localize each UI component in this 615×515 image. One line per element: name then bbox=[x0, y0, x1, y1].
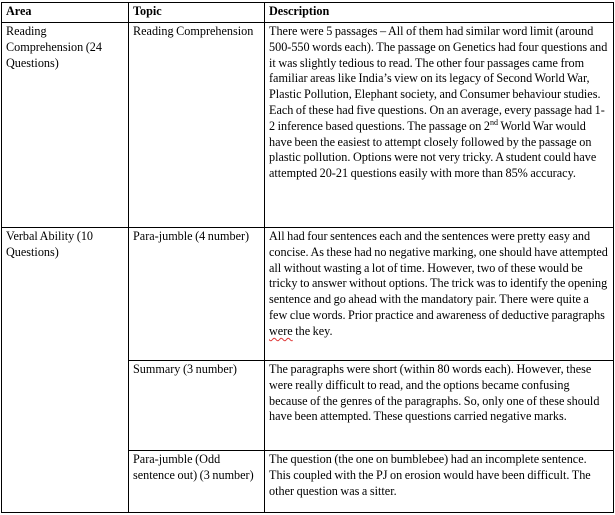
analysis-table bbox=[1, 2, 614, 513]
description-cell: The paragraphs were short (within 80 words each). However, these were really difficult to read, and the options became confusing because of the genres of the paragraphs. So, only one of these should have been attempted. These questions carried negative marks. bbox=[265, 361, 614, 451]
table-row bbox=[2, 23, 614, 228]
header-area: Area bbox=[2, 3, 129, 23]
description-cell bbox=[265, 23, 614, 228]
description-cell: The question (the one on bumblebee) had an incomplete sentence. This coupled with the PJ on erosion would have been difficult. The other question was a sitter. bbox=[265, 451, 614, 513]
area-cell: Reading Comprehension (24 Questions) bbox=[2, 23, 129, 228]
spellcheck-word: were bbox=[269, 323, 293, 338]
description-text: All had four sentences each and the sentences were pretty easy and concise. As these had no negative marking, one should have attempted all without wasting a lot of time. However, two of these would be tricky to answer without options. The trick was to identify the opening sentence and go ahead with the mandatory pair. There were quite a few clue words. Prior practice and awareness of deductive paragraphs bbox=[269, 229, 608, 322]
area-cell: Verbal Ability (10 Questions) bbox=[2, 228, 129, 513]
header-row bbox=[2, 3, 614, 23]
header-description: Description bbox=[265, 3, 614, 23]
description-text: World War would have been the easiest to attempt closely followed by the passage on plastic pollution. Options were not very tricky. A student could have attempted 20-21 questions easily with more than 85% accuracy. bbox=[269, 118, 597, 181]
topic-cell: Summary (3 number) bbox=[129, 361, 265, 451]
description-text: the key. bbox=[292, 323, 333, 338]
topic-cell: Reading Comprehension bbox=[129, 23, 265, 228]
topic-cell: Para-jumble (Odd sentence out) (3 number) bbox=[129, 451, 265, 513]
table-row bbox=[2, 228, 614, 361]
superscript-text: nd bbox=[490, 117, 498, 127]
topic-cell: Para-jumble (4 number) bbox=[129, 228, 265, 361]
description-text: There were 5 passages – All of them had similar word limit (around 500-550 words each). The passage on Genetics had four questions and it was slightly tedious to read. The other four passages came from familiar areas like India’s view on its legacy of Second World War, Plastic Pollution, Elephant society, and Consumer behaviour studies. Each of these had five questions. On an average, every passage had 1-2 inference based questions. The passage on 2 bbox=[269, 24, 608, 133]
description-cell bbox=[265, 228, 614, 361]
header-topic: Topic bbox=[129, 3, 265, 23]
